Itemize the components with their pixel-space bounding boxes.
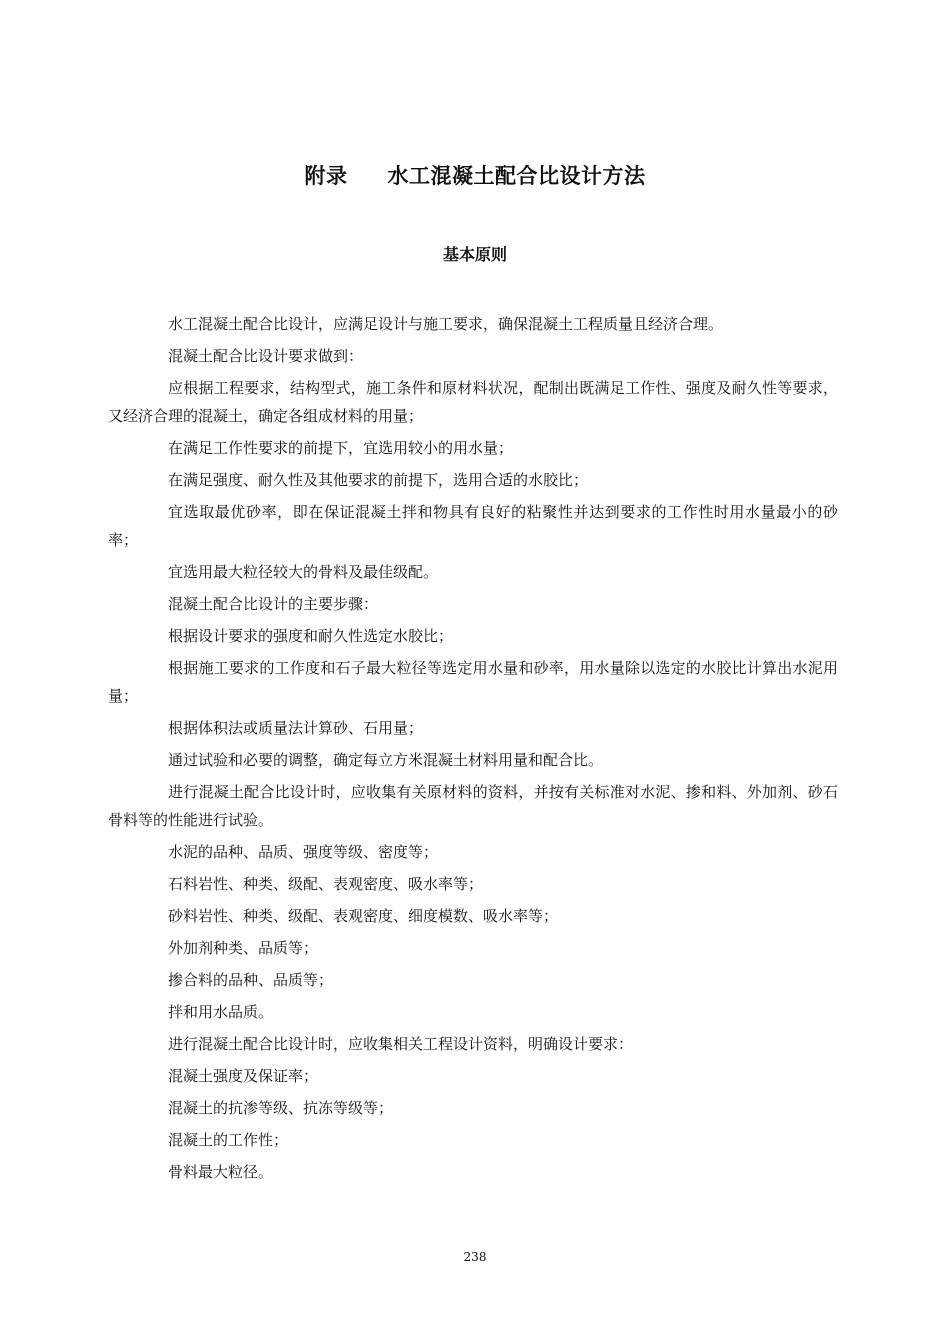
- paragraph: 混凝土强度及保证率；: [168, 1067, 319, 1085]
- paragraph: 根据设计要求的强度和耐久性选定水胶比；: [168, 627, 454, 645]
- page-title: [0, 160, 950, 190]
- paragraph: 外加剂种类、品质等；: [168, 939, 319, 957]
- paragraph: 混凝土配合比设计的主要步骤：: [168, 595, 379, 613]
- page-number: 238: [463, 1250, 487, 1264]
- paragraph: 混凝土配合比设计要求做到：: [168, 347, 364, 365]
- paragraph: 混凝土的工作性；: [168, 1131, 289, 1149]
- paragraph: 水工混凝土配合比设计，应满足设计与施工要求，确保混凝土工程质量且经济合理。: [168, 315, 724, 333]
- paragraph: 进行混凝土配合比设计时，应收集相关工程设计资料，明确设计要求：: [168, 1035, 634, 1053]
- paragraph: 进行混凝土配合比设计时，应收集有关原材料的资料，并按有关标准对水泥、掺和料、外加剂、砂石骨料等的性能进行试验。: [108, 783, 838, 829]
- paragraph: 掺合料的品种、品质等；: [168, 971, 334, 989]
- paragraph: 在满足强度、耐久性及其他要求的前提下，选用合适的水胶比；: [168, 471, 589, 489]
- paragraph: 水泥的品种、品质、强度等级、密度等；: [168, 843, 439, 861]
- paragraph: 混凝土的抗渗等级、抗冻等级等；: [168, 1099, 394, 1117]
- section-heading: 基本原则: [442, 245, 507, 264]
- paragraph: 骨料最大粒径。: [168, 1163, 274, 1181]
- paragraph: 石料岩性、种类、级配、表观密度、吸水率等；: [168, 875, 484, 893]
- paragraph: 宜选用最大粒径较大的骨料及最佳级配。: [168, 563, 439, 581]
- title-main: 水工混凝土配合比设计方法: [387, 164, 646, 188]
- paragraph: 根据施工要求的工作度和石子最大粒径等选定用水量和砂率，用水量除以选定的水胶比计算出水泥用量；: [108, 659, 838, 705]
- paragraph: 宜选取最优砂率，即在保证混凝土拌和物具有良好的粘聚性并达到要求的工作性时用水量最小的砂率；: [108, 503, 838, 549]
- paragraph: 应根据工程要求，结构型式，施工条件和原材料状况，配制出既满足工作性、强度及耐久性等要求，又经济合理的混凝土，确定各组成材料的用量；: [108, 379, 838, 425]
- paragraph: 通过试验和必要的调整，确定每立方米混凝土材料用量和配合比。: [168, 751, 604, 769]
- paragraph: 在满足工作性要求的前提下，宜选用较小的用水量；: [168, 439, 514, 457]
- title-prefix: 附录: [304, 164, 348, 188]
- paragraph: 拌和用水品质。: [168, 1003, 274, 1021]
- body-text: [108, 310, 838, 1190]
- paragraph: 根据体积法或质量法计算砂、石用量；: [168, 719, 424, 737]
- paragraph: 砂料岩性、种类、级配、表观密度、细度模数、吸水率等；: [168, 907, 559, 925]
